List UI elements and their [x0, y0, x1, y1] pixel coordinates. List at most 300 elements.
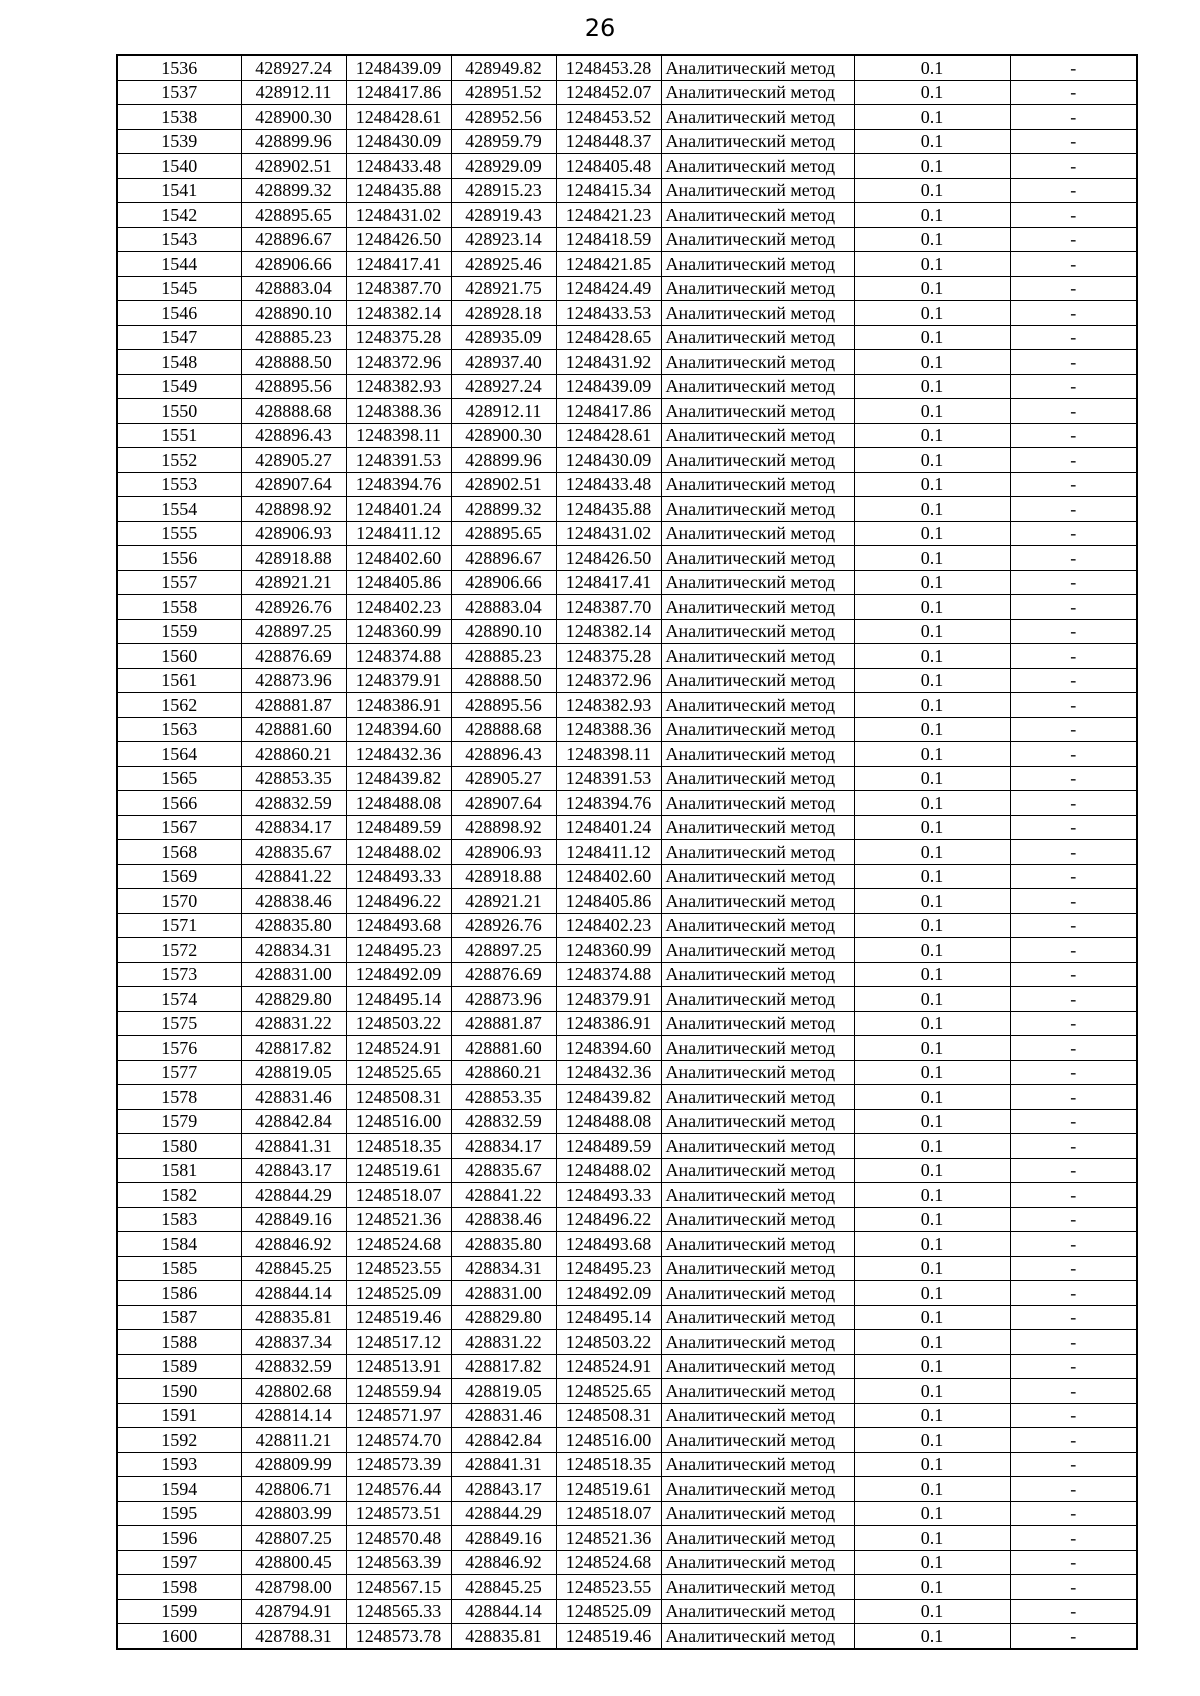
note-cell: -	[1010, 154, 1137, 179]
y1-cell: 1248375.28	[346, 325, 451, 350]
x2-cell: 428888.50	[451, 668, 556, 693]
method-cell: Аналитический метод	[661, 962, 854, 987]
y1-cell: 1248573.78	[346, 1624, 451, 1649]
method-cell: Аналитический метод	[661, 546, 854, 571]
method-cell: Аналитический метод	[661, 1599, 854, 1624]
y2-cell: 1248433.48	[556, 472, 661, 497]
table-row	[117, 717, 1137, 742]
method-cell: Аналитический метод	[661, 913, 854, 938]
y1-cell: 1248493.68	[346, 913, 451, 938]
y1-cell: 1248488.08	[346, 791, 451, 816]
table-row	[117, 423, 1137, 448]
x2-cell: 428834.17	[451, 1134, 556, 1159]
y1-cell: 1248430.09	[346, 129, 451, 154]
x1-cell: 428895.65	[241, 203, 346, 228]
table-row	[117, 1109, 1137, 1134]
accuracy-cell: 0.1	[854, 644, 1010, 669]
point-number-cell: 1583	[117, 1207, 241, 1232]
accuracy-cell: 0.1	[854, 938, 1010, 963]
y1-cell: 1248563.39	[346, 1550, 451, 1575]
x2-cell: 428896.67	[451, 546, 556, 571]
y2-cell: 1248432.36	[556, 1060, 661, 1085]
x2-cell: 428844.14	[451, 1599, 556, 1624]
x1-cell: 428843.17	[241, 1158, 346, 1183]
y2-cell: 1248401.24	[556, 815, 661, 840]
x1-cell: 428873.96	[241, 668, 346, 693]
x1-cell: 428846.92	[241, 1232, 346, 1257]
y2-cell: 1248496.22	[556, 1207, 661, 1232]
x1-cell: 428845.25	[241, 1256, 346, 1281]
method-cell: Аналитический метод	[661, 595, 854, 620]
point-number-cell: 1568	[117, 840, 241, 865]
table-row	[117, 1354, 1137, 1379]
y2-cell: 1248415.34	[556, 178, 661, 203]
y1-cell: 1248495.14	[346, 987, 451, 1012]
y2-cell: 1248439.82	[556, 1085, 661, 1110]
y1-cell: 1248402.23	[346, 595, 451, 620]
accuracy-cell: 0.1	[854, 374, 1010, 399]
note-cell: -	[1010, 668, 1137, 693]
note-cell: -	[1010, 203, 1137, 228]
x1-cell: 428842.84	[241, 1109, 346, 1134]
y2-cell: 1248379.91	[556, 987, 661, 1012]
y1-cell: 1248388.36	[346, 399, 451, 424]
accuracy-cell: 0.1	[854, 105, 1010, 130]
y2-cell: 1248405.48	[556, 154, 661, 179]
x1-cell: 428883.04	[241, 276, 346, 301]
point-number-cell: 1566	[117, 791, 241, 816]
accuracy-cell: 0.1	[854, 1550, 1010, 1575]
point-number-cell: 1565	[117, 766, 241, 791]
table-row	[117, 80, 1137, 105]
y1-cell: 1248379.91	[346, 668, 451, 693]
method-cell: Аналитический метод	[661, 1575, 854, 1600]
method-cell: Аналитический метод	[661, 668, 854, 693]
y2-cell: 1248431.02	[556, 521, 661, 546]
y2-cell: 1248388.36	[556, 717, 661, 742]
method-cell: Аналитический метод	[661, 521, 854, 546]
method-cell: Аналитический метод	[661, 889, 854, 914]
table-row	[117, 1550, 1137, 1575]
y2-cell: 1248516.00	[556, 1428, 661, 1453]
y1-cell: 1248492.09	[346, 962, 451, 987]
y1-cell: 1248518.07	[346, 1183, 451, 1208]
note-cell: -	[1010, 1403, 1137, 1428]
point-number-cell: 1570	[117, 889, 241, 914]
accuracy-cell: 0.1	[854, 717, 1010, 742]
point-number-cell: 1556	[117, 546, 241, 571]
note-cell: -	[1010, 252, 1137, 277]
y1-cell: 1248571.97	[346, 1403, 451, 1428]
method-cell: Аналитический метод	[661, 325, 854, 350]
x1-cell: 428896.43	[241, 423, 346, 448]
point-number-cell: 1598	[117, 1575, 241, 1600]
x2-cell: 428921.75	[451, 276, 556, 301]
x2-cell: 428900.30	[451, 423, 556, 448]
x1-cell: 428905.27	[241, 448, 346, 473]
x2-cell: 428949.82	[451, 55, 556, 80]
x2-cell: 428912.11	[451, 399, 556, 424]
x2-cell: 428881.87	[451, 1011, 556, 1036]
table-row	[117, 1158, 1137, 1183]
method-cell: Аналитический метод	[661, 864, 854, 889]
method-cell: Аналитический метод	[661, 105, 854, 130]
note-cell: -	[1010, 55, 1137, 80]
x2-cell: 428907.64	[451, 791, 556, 816]
table-row	[117, 105, 1137, 130]
x2-cell: 428849.16	[451, 1526, 556, 1551]
note-cell: -	[1010, 1109, 1137, 1134]
x1-cell: 428834.17	[241, 815, 346, 840]
x2-cell: 428876.69	[451, 962, 556, 987]
note-cell: -	[1010, 1183, 1137, 1208]
accuracy-cell: 0.1	[854, 791, 1010, 816]
point-number-cell: 1586	[117, 1281, 241, 1306]
note-cell: -	[1010, 791, 1137, 816]
y2-cell: 1248372.96	[556, 668, 661, 693]
x1-cell: 428831.46	[241, 1085, 346, 1110]
y2-cell: 1248524.91	[556, 1354, 661, 1379]
accuracy-cell: 0.1	[854, 1624, 1010, 1649]
y2-cell: 1248394.60	[556, 1036, 661, 1061]
table-row	[117, 791, 1137, 816]
table-row	[117, 1624, 1137, 1649]
x1-cell: 428899.96	[241, 129, 346, 154]
table-row	[117, 1403, 1137, 1428]
table-row	[117, 595, 1137, 620]
accuracy-cell: 0.1	[854, 1305, 1010, 1330]
x1-cell: 428888.68	[241, 399, 346, 424]
x1-cell: 428898.92	[241, 497, 346, 522]
x1-cell: 428835.81	[241, 1305, 346, 1330]
y2-cell: 1248421.23	[556, 203, 661, 228]
note-cell: -	[1010, 1207, 1137, 1232]
point-number-cell: 1559	[117, 619, 241, 644]
point-number-cell: 1594	[117, 1477, 241, 1502]
accuracy-cell: 0.1	[854, 1060, 1010, 1085]
table-row	[117, 815, 1137, 840]
y1-cell: 1248517.12	[346, 1330, 451, 1355]
x1-cell: 428803.99	[241, 1501, 346, 1526]
x2-cell: 428899.96	[451, 448, 556, 473]
y2-cell: 1248424.49	[556, 276, 661, 301]
table-row	[117, 276, 1137, 301]
note-cell: -	[1010, 472, 1137, 497]
x2-cell: 428935.09	[451, 325, 556, 350]
y1-cell: 1248570.48	[346, 1526, 451, 1551]
method-cell: Аналитический метод	[661, 423, 854, 448]
method-cell: Аналитический метод	[661, 448, 854, 473]
note-cell: -	[1010, 693, 1137, 718]
point-number-cell: 1575	[117, 1011, 241, 1036]
x2-cell: 428885.23	[451, 644, 556, 669]
method-cell: Аналитический метод	[661, 1330, 854, 1355]
y1-cell: 1248503.22	[346, 1011, 451, 1036]
note-cell: -	[1010, 913, 1137, 938]
x1-cell: 428788.31	[241, 1624, 346, 1649]
note-cell: -	[1010, 1060, 1137, 1085]
y2-cell: 1248519.46	[556, 1624, 661, 1649]
note-cell: -	[1010, 399, 1137, 424]
point-number-cell: 1588	[117, 1330, 241, 1355]
y2-cell: 1248488.02	[556, 1158, 661, 1183]
table-row	[117, 55, 1137, 80]
point-number-cell: 1591	[117, 1403, 241, 1428]
point-number-cell: 1553	[117, 472, 241, 497]
note-cell: -	[1010, 840, 1137, 865]
table-row	[117, 301, 1137, 326]
method-cell: Аналитический метод	[661, 227, 854, 252]
note-cell: -	[1010, 1526, 1137, 1551]
table-row	[117, 1134, 1137, 1159]
x2-cell: 428860.21	[451, 1060, 556, 1085]
accuracy-cell: 0.1	[854, 1256, 1010, 1281]
method-cell: Аналитический метод	[661, 791, 854, 816]
y1-cell: 1248493.33	[346, 864, 451, 889]
accuracy-cell: 0.1	[854, 472, 1010, 497]
x1-cell: 428841.22	[241, 864, 346, 889]
accuracy-cell: 0.1	[854, 742, 1010, 767]
method-cell: Аналитический метод	[661, 1305, 854, 1330]
y2-cell: 1248360.99	[556, 938, 661, 963]
table-row	[117, 1085, 1137, 1110]
x1-cell: 428881.87	[241, 693, 346, 718]
point-number-cell: 1557	[117, 570, 241, 595]
x2-cell: 428902.51	[451, 472, 556, 497]
x1-cell: 428853.35	[241, 766, 346, 791]
note-cell: -	[1010, 1452, 1137, 1477]
note-cell: -	[1010, 1085, 1137, 1110]
x1-cell: 428885.23	[241, 325, 346, 350]
x2-cell: 428919.43	[451, 203, 556, 228]
y2-cell: 1248525.09	[556, 1599, 661, 1624]
x1-cell: 428906.66	[241, 252, 346, 277]
table-row	[117, 1428, 1137, 1453]
table-row	[117, 742, 1137, 767]
method-cell: Аналитический метод	[661, 1158, 854, 1183]
point-number-cell: 1564	[117, 742, 241, 767]
point-number-cell: 1552	[117, 448, 241, 473]
x2-cell: 428841.22	[451, 1183, 556, 1208]
y2-cell: 1248524.68	[556, 1550, 661, 1575]
y1-cell: 1248401.24	[346, 497, 451, 522]
point-number-cell: 1580	[117, 1134, 241, 1159]
x2-cell: 428831.46	[451, 1403, 556, 1428]
point-number-cell: 1554	[117, 497, 241, 522]
method-cell: Аналитический метод	[661, 1011, 854, 1036]
method-cell: Аналитический метод	[661, 570, 854, 595]
method-cell: Аналитический метод	[661, 1256, 854, 1281]
x1-cell: 428794.91	[241, 1599, 346, 1624]
point-number-cell: 1576	[117, 1036, 241, 1061]
y2-cell: 1248394.76	[556, 791, 661, 816]
y2-cell: 1248391.53	[556, 766, 661, 791]
x1-cell: 428926.76	[241, 595, 346, 620]
point-number-cell: 1599	[117, 1599, 241, 1624]
method-cell: Аналитический метод	[661, 1526, 854, 1551]
point-number-cell: 1555	[117, 521, 241, 546]
y2-cell: 1248417.86	[556, 399, 661, 424]
y2-cell: 1248452.07	[556, 80, 661, 105]
table-row	[117, 1036, 1137, 1061]
method-cell: Аналитический метод	[661, 1452, 854, 1477]
y2-cell: 1248488.08	[556, 1109, 661, 1134]
point-number-cell: 1590	[117, 1379, 241, 1404]
x2-cell: 428895.65	[451, 521, 556, 546]
table-row	[117, 619, 1137, 644]
note-cell: -	[1010, 1330, 1137, 1355]
method-cell: Аналитический метод	[661, 374, 854, 399]
x1-cell: 428811.21	[241, 1428, 346, 1453]
y1-cell: 1248573.51	[346, 1501, 451, 1526]
y1-cell: 1248519.61	[346, 1158, 451, 1183]
method-cell: Аналитический метод	[661, 1060, 854, 1085]
accuracy-cell: 0.1	[854, 129, 1010, 154]
y1-cell: 1248360.99	[346, 619, 451, 644]
note-cell: -	[1010, 742, 1137, 767]
note-cell: -	[1010, 301, 1137, 326]
y1-cell: 1248496.22	[346, 889, 451, 914]
y2-cell: 1248453.52	[556, 105, 661, 130]
y2-cell: 1248518.35	[556, 1452, 661, 1477]
x2-cell: 428842.84	[451, 1428, 556, 1453]
point-number-cell: 1581	[117, 1158, 241, 1183]
x1-cell: 428900.30	[241, 105, 346, 130]
x2-cell: 428841.31	[451, 1452, 556, 1477]
accuracy-cell: 0.1	[854, 1011, 1010, 1036]
y1-cell: 1248489.59	[346, 815, 451, 840]
table-row	[117, 766, 1137, 791]
y2-cell: 1248374.88	[556, 962, 661, 987]
y2-cell: 1248495.23	[556, 1256, 661, 1281]
x1-cell: 428888.50	[241, 350, 346, 375]
y2-cell: 1248521.36	[556, 1526, 661, 1551]
y1-cell: 1248525.65	[346, 1060, 451, 1085]
accuracy-cell: 0.1	[854, 1379, 1010, 1404]
x1-cell: 428844.29	[241, 1183, 346, 1208]
page-number: 26	[584, 14, 616, 42]
accuracy-cell: 0.1	[854, 1599, 1010, 1624]
table-row	[117, 987, 1137, 1012]
y1-cell: 1248525.09	[346, 1281, 451, 1306]
x1-cell: 428835.80	[241, 913, 346, 938]
table-row	[117, 1232, 1137, 1257]
y1-cell: 1248516.00	[346, 1109, 451, 1134]
note-cell: -	[1010, 227, 1137, 252]
table-row	[117, 1060, 1137, 1085]
note-cell: -	[1010, 276, 1137, 301]
accuracy-cell: 0.1	[854, 815, 1010, 840]
accuracy-cell: 0.1	[854, 1452, 1010, 1477]
note-cell: -	[1010, 815, 1137, 840]
note-cell: -	[1010, 1477, 1137, 1502]
x1-cell: 428829.80	[241, 987, 346, 1012]
x2-cell: 428929.09	[451, 154, 556, 179]
y1-cell: 1248565.33	[346, 1599, 451, 1624]
x2-cell: 428926.76	[451, 913, 556, 938]
accuracy-cell: 0.1	[854, 1134, 1010, 1159]
point-number-cell: 1537	[117, 80, 241, 105]
y1-cell: 1248513.91	[346, 1354, 451, 1379]
table-row	[117, 399, 1137, 424]
y1-cell: 1248411.12	[346, 521, 451, 546]
accuracy-cell: 0.1	[854, 913, 1010, 938]
table-row	[117, 693, 1137, 718]
point-number-cell: 1571	[117, 913, 241, 938]
x2-cell: 428832.59	[451, 1109, 556, 1134]
table-row	[117, 1575, 1137, 1600]
method-cell: Аналитический метод	[661, 1183, 854, 1208]
table-row	[117, 374, 1137, 399]
note-cell: -	[1010, 1036, 1137, 1061]
note-cell: -	[1010, 448, 1137, 473]
note-cell: -	[1010, 1232, 1137, 1257]
method-cell: Аналитический метод	[661, 1428, 854, 1453]
note-cell: -	[1010, 1550, 1137, 1575]
y2-cell: 1248426.50	[556, 546, 661, 571]
note-cell: -	[1010, 1011, 1137, 1036]
y1-cell: 1248387.70	[346, 276, 451, 301]
x2-cell: 428923.14	[451, 227, 556, 252]
x1-cell: 428918.88	[241, 546, 346, 571]
table-row	[117, 1183, 1137, 1208]
x1-cell: 428832.59	[241, 791, 346, 816]
x1-cell: 428831.22	[241, 1011, 346, 1036]
point-number-cell: 1582	[117, 1183, 241, 1208]
y1-cell: 1248402.60	[346, 546, 451, 571]
y2-cell: 1248418.59	[556, 227, 661, 252]
note-cell: -	[1010, 178, 1137, 203]
table-row	[117, 1011, 1137, 1036]
note-cell: -	[1010, 423, 1137, 448]
note-cell: -	[1010, 80, 1137, 105]
y1-cell: 1248573.39	[346, 1452, 451, 1477]
y1-cell: 1248433.48	[346, 154, 451, 179]
y1-cell: 1248428.61	[346, 105, 451, 130]
method-cell: Аналитический метод	[661, 1232, 854, 1257]
point-number-cell: 1595	[117, 1501, 241, 1526]
accuracy-cell: 0.1	[854, 448, 1010, 473]
table-row	[117, 1305, 1137, 1330]
table-row	[117, 864, 1137, 889]
point-number-cell: 1577	[117, 1060, 241, 1085]
note-cell: -	[1010, 1305, 1137, 1330]
note-cell: -	[1010, 717, 1137, 742]
point-number-cell: 1572	[117, 938, 241, 963]
x1-cell: 428890.10	[241, 301, 346, 326]
table-row	[117, 1256, 1137, 1281]
x2-cell: 428906.93	[451, 840, 556, 865]
table-row	[117, 154, 1137, 179]
y1-cell: 1248518.35	[346, 1134, 451, 1159]
y2-cell: 1248525.65	[556, 1379, 661, 1404]
x1-cell: 428860.21	[241, 742, 346, 767]
method-cell: Аналитический метод	[661, 1501, 854, 1526]
note-cell: -	[1010, 938, 1137, 963]
accuracy-cell: 0.1	[854, 154, 1010, 179]
point-number-cell: 1600	[117, 1624, 241, 1649]
accuracy-cell: 0.1	[854, 252, 1010, 277]
x1-cell: 428896.67	[241, 227, 346, 252]
method-cell: Аналитический метод	[661, 1134, 854, 1159]
x2-cell: 428937.40	[451, 350, 556, 375]
x1-cell: 428906.93	[241, 521, 346, 546]
point-number-cell: 1574	[117, 987, 241, 1012]
accuracy-cell: 0.1	[854, 1183, 1010, 1208]
note-cell: -	[1010, 1354, 1137, 1379]
table-row	[117, 252, 1137, 277]
note-cell: -	[1010, 1256, 1137, 1281]
